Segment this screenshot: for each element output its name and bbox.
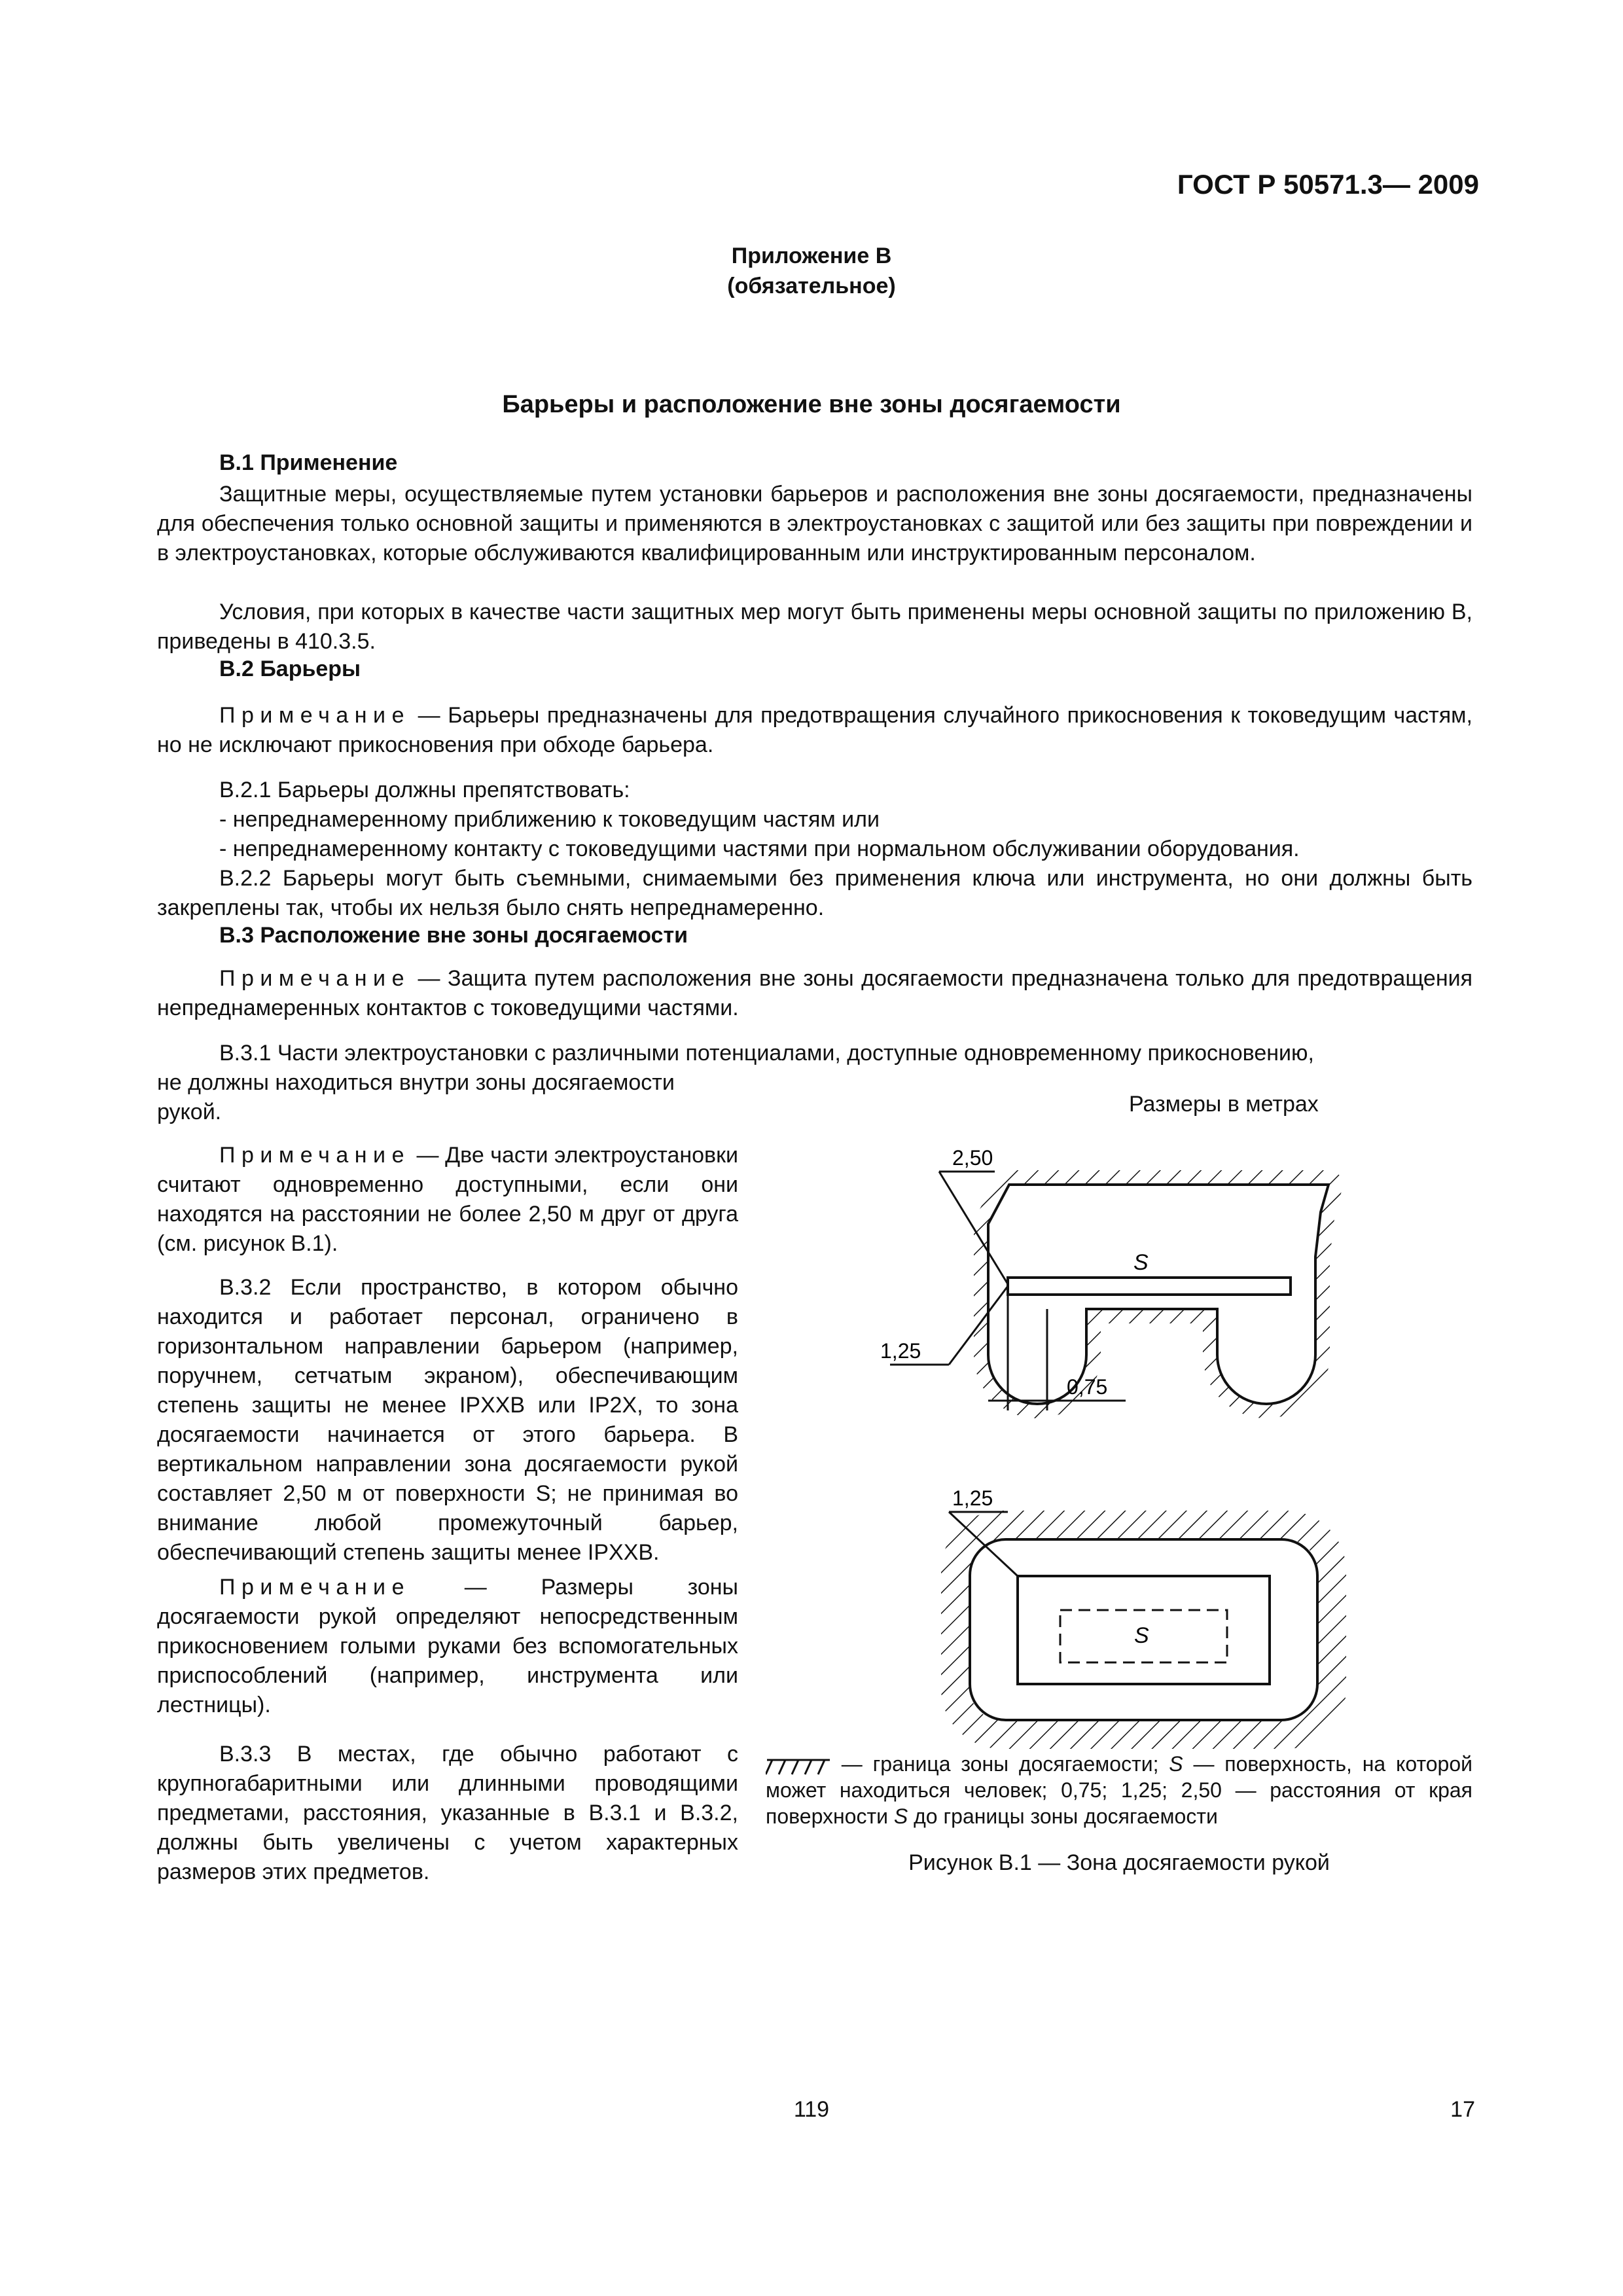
list-item: - непреднамеренному контакту с токоведущими частями при нормальном обслуживании оборудования. (219, 836, 1300, 861)
note-label: Примечание (219, 966, 410, 991)
note-text: — Две части электроустановки считают одновременно доступными, если они находятся на расстоянии не более 2,50 м друг от друга (см. рисунок В.1). (157, 1143, 738, 1256)
page-number-right: 17 (1450, 2097, 1475, 2122)
paragraph-b1-1: Защитные меры, осуществляемые путем установки барьеров и расположения вне зоны досягаемости, предназначены для обеспечения только основной защиты и применяются в электроустановках с защитой или без защиты при повреждении и в электроустановках, которые обслуживаются квалифицированным или инструктированным персоналом. (157, 482, 1472, 565)
surface-s-side (1008, 1278, 1291, 1295)
paragraph-b31-start: В.3.1 Части электроустановки с различными потенциалами, доступные одновременному прикосновению, (219, 1041, 1314, 1066)
paragraph-b31-end: рукой. (157, 1100, 222, 1124)
figure-legend: — граница зоны досягаемости; S — поверхность, на которой может находиться человек; 0,75; 1,25; 2,50 — расстояния от края поверхности S до границы зоны досягаемости (766, 1752, 1473, 1828)
figure-caption: Рисунок В.1 — Зона досягаемости рукой (908, 1850, 1330, 1875)
paragraph-b31-cont: не должны находиться внутри зоны досягаемости (157, 1070, 675, 1095)
section-heading-b2: В.2 Барьеры (219, 656, 361, 681)
document-id: ГОСТ Р 50571.3— 2009 (1177, 169, 1479, 200)
note-text: — Защита путем расположения вне зоны досягаемости предназначена только для предотвращения непреднамеренных контактов с токоведущими частями. (157, 966, 1472, 1020)
surface-label: S (1134, 1623, 1149, 1648)
surface-label: S (1133, 1250, 1149, 1275)
section-heading-b3: В.3 Расположение вне зоны досягаемости (219, 923, 688, 948)
note-b32 (157, 1573, 738, 1720)
note-text: — Размеры зоны досягаемости рукой определяют непосредственным прикосновением голыми руками без вспомогательных приспособлений (например, инструмента или лестницы). (157, 1575, 738, 1717)
note-b3 (157, 964, 1472, 1023)
note-b2 (157, 701, 1472, 760)
side-view-diagram (880, 1146, 1329, 1410)
paragraph-b33: В.3.3 В местах, где обычно работают с крупногабаритными или длинными проводящими предметами, расстояния, указанные в В.3.1 и В.3.2, должны быть увеличены с учетом характерных размеров этих предметов. (157, 1742, 738, 1884)
dimension-075: 0,75 (1067, 1375, 1108, 1399)
note-label: Примечание (219, 1143, 410, 1168)
note-text: — Барьеры предназначены для предотвращения случайного прикосновения к токоведущим частям, но не исключают прикосновения при обходе барьера. (157, 703, 1472, 757)
dimension-125: 1,25 (880, 1339, 921, 1363)
dimension-125-top: 1,25 (952, 1486, 993, 1510)
appendix-subtitle: (обязательное) (727, 274, 896, 298)
top-view-diagram (949, 1486, 1332, 1734)
paragraph-b1-2: Условия, при которых в качестве части защитных мер могут быть применены меры основной защиты по приложению В, приведены в 410.3.5. (157, 600, 1472, 654)
paragraph-b21: В.2.1 Барьеры должны препятствовать: (219, 778, 630, 802)
paragraph-b32: В.3.2 Если пространство, в котором обычно находится и работает персонал, ограничено в горизонтальном направлении барьером (например, поручнем, сетчатым экраном), обеспечивающим степень защиты не менее IPXXB или IP2X, то зона досягаемости начинается от этого барьера. В вертикальном направлении зона досягаемости рукой составляет 2,50 м от поверхности S; не принимая во внимание любой промежуточный барьер, обеспечивающий степень защиты менее IPXXB. (157, 1275, 738, 1565)
note-b31 (157, 1141, 738, 1259)
page-title: Барьеры и расположение вне зоны досягаемости (502, 391, 1121, 418)
list-item: - непреднамеренному приближению к токоведущим частям или (219, 807, 880, 832)
reach-zone-figure (851, 1113, 1472, 1767)
dimension-250: 2,50 (952, 1146, 993, 1170)
page-number-center: 119 (793, 2097, 830, 2122)
hatch-legend-icon (766, 1756, 831, 1776)
note-label: Примечание (219, 1575, 410, 1600)
paragraph-b22: В.2.2 Барьеры могут быть съемными, снимаемыми без применения ключа или инструмента, но они должны быть закреплены так, чтобы их нельзя было снять непреднамеренно. (157, 866, 1472, 920)
appendix-title: Приложение В (731, 243, 892, 268)
section-heading-b1: В.1 Применение (219, 450, 398, 475)
note-label: Примечание (219, 703, 410, 728)
units-label: Размеры в метрах (1129, 1092, 1319, 1117)
